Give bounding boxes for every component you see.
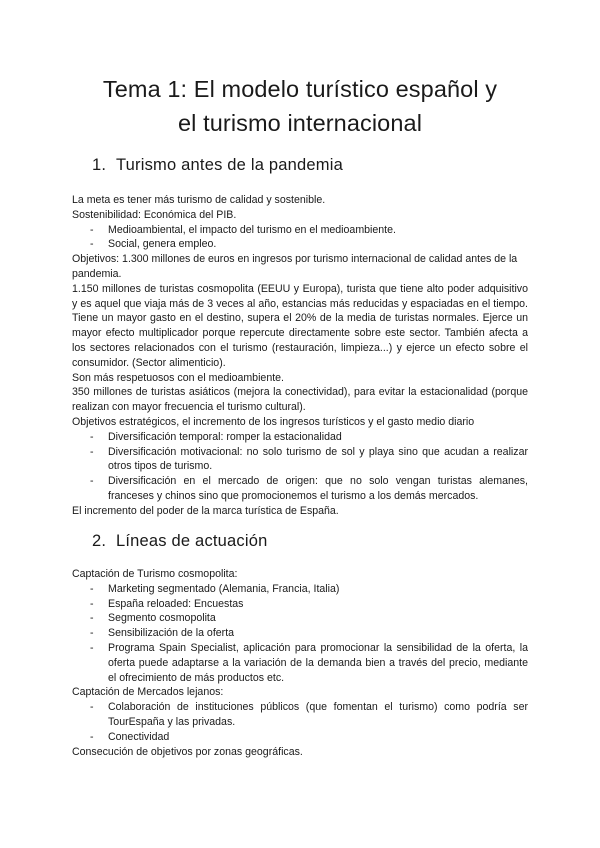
list-item: - Diversificación en el mercado de origen: que no solo vengan turistas alemanes, franceses y chinos sino que promocionemos el turismo a los demás mercados. xyxy=(72,474,528,504)
section-1-body xyxy=(72,193,528,519)
section-2-body xyxy=(72,567,528,759)
paragraph: Son más respetuosos con el medioambiente. xyxy=(72,371,284,384)
bullet-list xyxy=(72,700,528,744)
paragraph: Captación de Mercados lejanos: xyxy=(72,686,224,699)
section-2-number: 2. xyxy=(92,532,107,550)
list-item: - Sensibilización de la oferta xyxy=(72,626,528,641)
section-1-heading-text: Turismo antes de la pandemia xyxy=(116,156,343,174)
list-item: - Conectividad xyxy=(72,730,528,745)
title-line-2: el turismo internacional xyxy=(177,110,423,136)
paragraph: El incremento del poder de la marca turística de España. xyxy=(72,504,339,517)
paragraph: Sostenibilidad: Económica del PIB. xyxy=(72,208,237,221)
list-item: - Marketing segmentado (Alemania, Francia, Italia) xyxy=(72,582,528,597)
paragraph: Objetivos: 1.300 millones de euros en ingresos por turismo internacional de calidad antes de la pandemia. xyxy=(72,253,518,280)
paragraph: 1.150 millones de turistas cosmopolita (EEUU y Europa), turista que tiene alto poder adquisitivo y es aquel que viaja más de 3 veces al año, estancias más reducidas y espaciadas en el tiempo. Tiene un mayor gasto en el destino, supera el 20% de la media de turistas normales. Ejerce un mayor efecto multiplicador porque repercute directamente sobre este sector. También afecta a los sectores relacionados con el turismo (restauración, limpieza...) y ejerce un efecto sobre el consumidor. (Sector alimenticio). xyxy=(72,282,528,369)
list-item: - Segmento cosmopolita xyxy=(72,611,528,626)
document-title xyxy=(40,72,560,140)
list-item: - España reloaded: Encuestas xyxy=(72,597,528,612)
section-1-heading xyxy=(92,156,343,175)
bullet-list xyxy=(72,430,528,504)
list-item: - Programa Spain Specialist, aplicación para promocionar la sensibilidad de la oferta, la oferta puede adaptarse a la variación de la demanda bien a través del precio, mediante el ofrecimiento de más productos etc. xyxy=(72,641,528,685)
list-item: - Diversificación temporal: romper la estacionalidad xyxy=(72,430,528,445)
section-2-heading-text: Líneas de actuación xyxy=(116,532,268,550)
list-item: - Medioambiental, el impacto del turismo en el medioambiente. xyxy=(72,223,528,238)
bullet-list xyxy=(72,582,528,686)
paragraph: 350 millones de turistas asiáticos (mejora la conectividad), para evitar la estacionalidad (porque realizan con mayor frecuencia el turismo cultural). xyxy=(72,386,528,414)
section-1-number: 1. xyxy=(92,156,107,174)
section-2-heading xyxy=(92,532,268,551)
paragraph: Consecución de objetivos por zonas geográficas. xyxy=(72,745,303,758)
paragraph: Captación de Turismo cosmopolita: xyxy=(72,568,238,580)
bullet-list xyxy=(72,223,528,253)
list-item: - Social, genera empleo. xyxy=(72,237,528,252)
list-item: - Colaboración de instituciones públicos (que fomentan el turismo) como podría ser TourEspaña y las privadas. xyxy=(72,700,528,730)
list-item: - Diversificación motivacional: no solo turismo de sol y playa sino que acudan a realizar otros tipos de turismo. xyxy=(72,445,528,475)
paragraph: Objetivos estratégicos, el incremento de los ingresos turísticos y el gasto medio diario xyxy=(72,415,475,428)
paragraph: La meta es tener más turismo de calidad y sostenible. xyxy=(72,194,326,206)
title-line-1: Tema 1: El modelo turístico español y xyxy=(102,76,498,102)
